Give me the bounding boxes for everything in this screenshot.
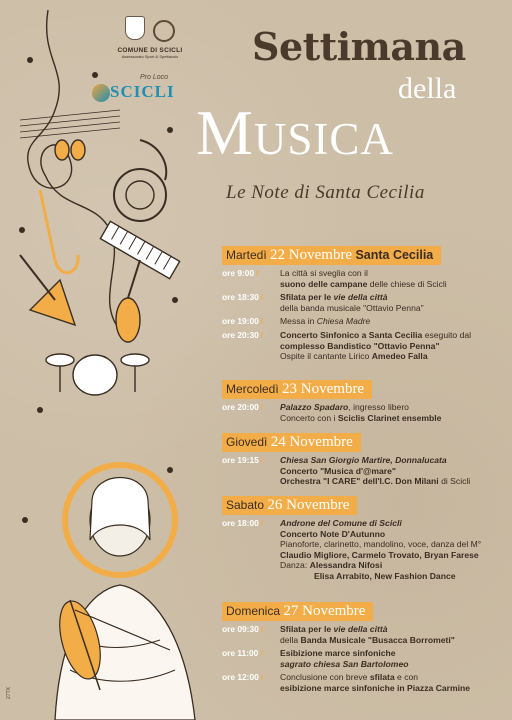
event-item: ore 19:00 / Messa in Chiesa Madre — [222, 316, 371, 327]
day-header — [222, 496, 357, 515]
comune-subtitle: Assessorato Sport & Spettacolo — [121, 54, 179, 59]
french-horn-icon — [114, 169, 166, 221]
weekday: Martedì — [226, 248, 267, 262]
proloco-label: Pro Loco — [140, 74, 169, 81]
title-line-1: Settimana — [252, 24, 466, 69]
day-section-thursday — [222, 433, 490, 487]
day-header — [222, 602, 373, 621]
event-item: ore 9:00 / La città si sveglia con il suono delle campane delle chiese di Scicli — [222, 268, 447, 289]
event-time: ore 18:00 / — [222, 518, 264, 528]
day-section-sunday — [222, 602, 490, 694]
comune-name: COMUNE DI SCICLI — [117, 47, 183, 54]
event-time: ore 12:00 / — [222, 672, 264, 683]
event-time: ore 09:30 / — [222, 624, 264, 634]
date: 26 Novembre — [267, 497, 350, 513]
event-item: ore 18:30 / Sfilata per le vie della città della banda musicale "Ottavio Penna" — [222, 292, 424, 313]
weekday: Domenica — [226, 604, 281, 618]
balalaika-icon — [30, 280, 75, 325]
event-time: ore 11:00 / — [222, 648, 263, 659]
maracas-icon — [55, 140, 69, 160]
title-line-2: della — [398, 72, 457, 105]
saint-cecilia-illustration — [52, 465, 195, 720]
event-time: ore 9:00 / — [222, 268, 259, 278]
event-time: ore 20:00 / — [222, 402, 264, 412]
event-time: ore 19:00 / — [222, 316, 264, 327]
date: 22 Novembre — [270, 247, 353, 263]
date: 23 Novembre — [282, 381, 365, 397]
day-header — [222, 246, 441, 265]
event-item: ore 18:00 / Androne del Comune di Scicli Concerto Note D'Autunno Pianoforte, clarinetto, mandolino, voce, danza del M° Claudio Migliore, Carmelo Trovato, Bryan Farese Danza: Alessandra Nifosi Elisa Arrabito, New Fashion Dance — [222, 518, 482, 581]
event-item: ore 09:30 / Sfilata per le vie della città della Banda Musicale "Busacca Borrometi" — [222, 624, 455, 645]
event-time: ore 19:15 / — [222, 455, 264, 465]
event-item: ore 20:00 / Palazzo Spadaro, ingresso libero Concerto con i Sciclis Clarinet ensemble — [222, 402, 442, 423]
staff-lines — [20, 110, 120, 138]
event-time: ore 18:30 / — [222, 292, 264, 303]
date: 27 Novembre — [283, 603, 366, 619]
day-section-wednesday — [222, 380, 490, 423]
music-notes — [19, 57, 178, 523]
day-header — [222, 380, 372, 399]
day-section-saturday — [222, 496, 490, 582]
weekday: Sabato — [226, 498, 265, 512]
date: 24 Novembre — [270, 434, 353, 450]
event-item: ore 12:00 / Conclusione con breve sfilata e con esibizione marce sinfoniche in Piazza Carmine — [222, 672, 471, 693]
day-extra: Santa Cecilia — [355, 248, 434, 262]
event-item: ore 11:00 / Esibizione marce sinfoniche sagrato chiesa San Bartolomeo — [222, 648, 409, 669]
drum-icon — [73, 355, 117, 395]
event-item: ore 20:30 / Concerto Sinfonico a Santa Cecilia eseguito dal complesso Bandistico "Ottavio Penna" Ospite il cantante Lirico Amedeo Falla — [222, 329, 472, 362]
event-item: ore 19:15 / Chiesa San Giorgio Martire, Donnalucata Concerto "Musica d'@mare" Orchestra "I CARE" dell'I.C. Don Milani di Scicli — [222, 455, 471, 487]
proloco-name: SCICLI — [110, 82, 175, 101]
day-header — [222, 433, 361, 452]
day-section-tuesday — [222, 246, 490, 362]
subtitle: Le Note di Santa Cecilia — [226, 182, 425, 203]
event-time: ore 20:30 / — [222, 329, 264, 340]
instruments-illustration — [0, 0, 230, 720]
credit-text: 27TX — [5, 687, 12, 699]
title-line-3: Musica — [196, 97, 394, 168]
violin-icon — [116, 298, 140, 342]
weekday: Mercoledì — [226, 382, 279, 396]
weekday: Giovedì — [226, 435, 268, 449]
